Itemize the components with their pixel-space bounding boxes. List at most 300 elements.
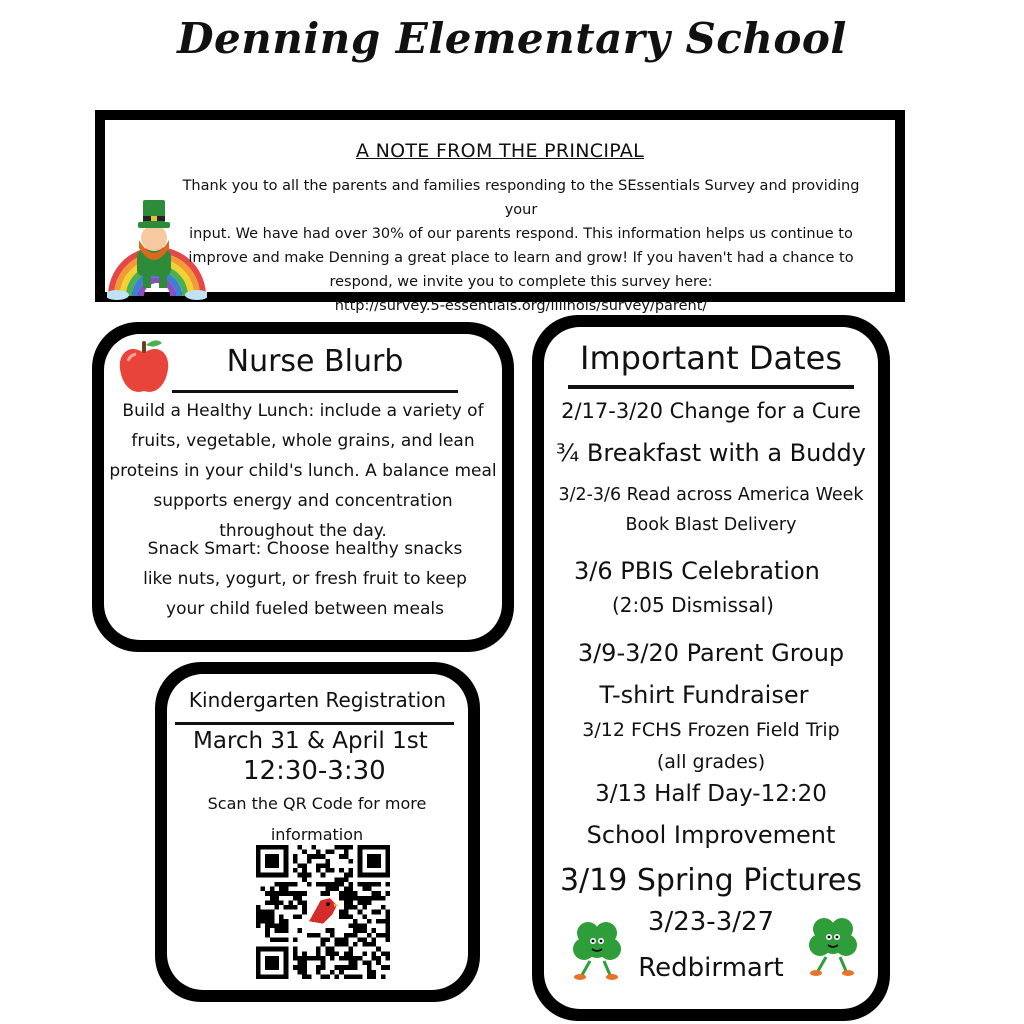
qr-module: [358, 896, 363, 901]
qr-module: [381, 965, 386, 970]
qr-module: [372, 910, 377, 915]
qr-module: [330, 933, 335, 938]
qr-module: [385, 965, 390, 970]
qr-module: [316, 863, 321, 868]
qr-module: [339, 937, 344, 942]
qr-module: [316, 956, 321, 961]
qr-module: [265, 910, 270, 915]
qr-module: [348, 891, 353, 896]
qr-module: [367, 974, 372, 979]
qr-module: [293, 882, 298, 887]
qr-module: [270, 873, 275, 878]
qr-module: [321, 882, 326, 887]
qr-module: [270, 924, 275, 929]
qr-module: [302, 951, 307, 956]
qr-module: [330, 947, 335, 952]
qr-module: [344, 937, 349, 942]
qr-module: [362, 882, 367, 887]
qr-module: [381, 974, 386, 979]
qr-module: [325, 937, 330, 942]
qr-module: [274, 882, 279, 887]
qr-module: [353, 891, 358, 896]
qr-module: [330, 951, 335, 956]
registration-dates: March 31 & April 1st: [193, 728, 428, 754]
qr-module: [279, 900, 284, 905]
qr-module: [358, 868, 363, 873]
important-dates-panel: [532, 315, 890, 1021]
qr-module: [274, 845, 279, 850]
qr-module: [265, 924, 270, 929]
qr-module: [302, 956, 307, 961]
qr-module: [335, 951, 340, 956]
qr-module: [385, 863, 390, 868]
qr-module: [302, 910, 307, 915]
qr-module: [358, 900, 363, 905]
qr-module: [261, 947, 266, 952]
qr-module: [339, 877, 344, 882]
qr-module: [348, 905, 353, 910]
qr-module: [307, 859, 312, 864]
qr-module: [302, 965, 307, 970]
qr-module: [381, 951, 386, 956]
kindergarten-title: Kindergarten Registration: [188, 688, 447, 712]
qr-module: [358, 910, 363, 915]
qr-module: [353, 905, 358, 910]
qr-module: [261, 914, 266, 919]
qr-module: [362, 961, 367, 966]
qr-module: [270, 900, 275, 905]
date-item: Book Blast Delivery: [625, 515, 797, 535]
qr-module: [256, 919, 261, 924]
qr-module: [372, 974, 377, 979]
qr-module: [339, 891, 344, 896]
nurse-blurb-title: Nurse Blurb: [226, 344, 404, 379]
qr-module: [265, 947, 270, 952]
qr-module: [311, 956, 316, 961]
qr-module: [353, 924, 358, 929]
qr-module: [265, 956, 270, 961]
qr-module: [284, 845, 289, 850]
qr-module: [325, 868, 330, 873]
qr-module: [298, 891, 303, 896]
qr-module: [325, 951, 330, 956]
qr-module: [261, 974, 266, 979]
qr-module: [335, 974, 340, 979]
qr-module: [385, 850, 390, 855]
qr-module: [279, 928, 284, 933]
qr-module: [367, 965, 372, 970]
qr-module: [284, 859, 289, 864]
qr-module: [284, 854, 289, 859]
qr-module: [302, 974, 307, 979]
qr-module: [302, 873, 307, 878]
qr-module: [293, 937, 298, 942]
qr-module: [261, 887, 266, 892]
qr-module: [376, 882, 381, 887]
qr-module: [381, 933, 386, 938]
qr-module: [270, 965, 275, 970]
qr-module: [367, 942, 372, 947]
qr-module: [385, 868, 390, 873]
qr-module: [348, 914, 353, 919]
date-item: 3/13 Half Day-12:20: [595, 781, 827, 807]
qr-module: [316, 850, 321, 855]
qr-module: [385, 937, 390, 942]
qr-module: [307, 933, 312, 938]
qr-module: [353, 974, 358, 979]
qr-module: [376, 956, 381, 961]
qr-module: [302, 900, 307, 905]
qr-module: [256, 970, 261, 975]
qr-module: [311, 845, 316, 850]
qr-module: [353, 956, 358, 961]
qr-module: [385, 891, 390, 896]
qr-module: [353, 965, 358, 970]
registration-time: 12:30-3:30: [243, 756, 386, 786]
shamrock-character-icon: [570, 917, 624, 983]
qr-module: [344, 974, 349, 979]
qr-module: [362, 937, 367, 942]
note-line: improve and make Denning a great place to learn and grow! If you haven't had a chance to: [188, 250, 854, 266]
qr-module: [298, 845, 303, 850]
qr-module: [293, 965, 298, 970]
qr-module: [293, 891, 298, 896]
qr-module: [321, 961, 326, 966]
qr-module: [279, 845, 284, 850]
qr-module: [344, 854, 349, 859]
qr-module: [367, 900, 372, 905]
qr-module: [274, 928, 279, 933]
date-item: (2:05 Dismissal): [612, 593, 774, 617]
qr-module: [348, 947, 353, 952]
qr-module: [367, 873, 372, 878]
qr-module: [348, 924, 353, 929]
qr-module: [372, 859, 377, 864]
qr-module: [362, 900, 367, 905]
qr-module: [367, 896, 372, 901]
date-item: T-shirt Fundraiser: [599, 681, 809, 709]
title-underline: [568, 385, 854, 389]
qr-module: [284, 863, 289, 868]
qr-module: [372, 928, 377, 933]
qr-module: [325, 863, 330, 868]
survey-link[interactable]: http://survey.5-essentials.org/illinois/survey/parent/: [334, 298, 708, 314]
qr-module: [362, 928, 367, 933]
qr-module: [279, 887, 284, 892]
qr-module: [353, 961, 358, 966]
qr-module: [330, 887, 335, 892]
qr-module: [376, 947, 381, 952]
qr-module: [256, 951, 261, 956]
qr-module: [307, 873, 312, 878]
qr-module: [274, 873, 279, 878]
nurse-blurb-panel: [92, 322, 514, 652]
qr-module: [376, 859, 381, 864]
qr-module: [321, 891, 326, 896]
qr-module: [270, 914, 275, 919]
qr-module: [274, 937, 279, 942]
qr-module: [298, 863, 303, 868]
qr-module: [372, 863, 377, 868]
qr-module: [376, 961, 381, 966]
qr-module: [348, 868, 353, 873]
qr-module: [372, 942, 377, 947]
qr-module: [270, 974, 275, 979]
qr-module: [274, 961, 279, 966]
qr-module: [344, 910, 349, 915]
qr-module: [348, 882, 353, 887]
qr-module: [274, 974, 279, 979]
qr-module: [256, 965, 261, 970]
date-item: (all grades): [656, 751, 766, 773]
qr-module: [348, 896, 353, 901]
qr-module: [358, 924, 363, 929]
qr-module: [385, 933, 390, 938]
qr-module: [265, 863, 270, 868]
qr-module: [348, 933, 353, 938]
important-dates-title: Important Dates: [580, 339, 842, 377]
qr-module: [302, 961, 307, 966]
qr-module: [279, 947, 284, 952]
qr-module: [288, 905, 293, 910]
principal-note-heading: A NOTE FROM THE PRINCIPAL: [356, 140, 644, 162]
qr-module: [279, 891, 284, 896]
qr-module: [344, 873, 349, 878]
qr-module: [284, 868, 289, 873]
qr-module: [284, 965, 289, 970]
qr-module: [284, 970, 289, 975]
qr-module: [372, 970, 377, 975]
qr-module: [362, 942, 367, 947]
qr-module: [372, 873, 377, 878]
qr-module: [261, 873, 266, 878]
qr-module: [376, 910, 381, 915]
qr-module: [385, 854, 390, 859]
qr-module: [385, 859, 390, 864]
qr-module: [344, 887, 349, 892]
qr-module: [358, 845, 363, 850]
qr-module: [344, 965, 349, 970]
qr-module: [376, 896, 381, 901]
qr-module: [330, 928, 335, 933]
qr-module: [385, 914, 390, 919]
qr-module: [321, 937, 326, 942]
qr-module: [385, 928, 390, 933]
qr-module: [284, 974, 289, 979]
qr-module: [330, 970, 335, 975]
qr-module: [274, 854, 279, 859]
snack-smart-text: Snack Smart: Choose healthy snacks like nuts, yogurt, or fresh fruit to keep your child fueled between meals: [143, 539, 467, 619]
qr-module: [265, 859, 270, 864]
qr-module: [293, 914, 298, 919]
qr-module: [270, 887, 275, 892]
qr-module: [362, 845, 367, 850]
qr-module: [335, 887, 340, 892]
qr-module: [372, 896, 377, 901]
qr-module: [339, 910, 344, 915]
qr-module: [376, 863, 381, 868]
qr-module: [335, 937, 340, 942]
qr-module: [284, 887, 289, 892]
qr-module: [385, 882, 390, 887]
qr-module: [376, 891, 381, 896]
date-item: 3/6 PBIS Celebration: [574, 557, 820, 585]
qr-module: [284, 924, 289, 929]
note-line: input. We have had over 30% of our parents respond. This information helps us continue to: [189, 226, 853, 242]
qr-module: [358, 863, 363, 868]
healthy-lunch-text: Build a Healthy Lunch: include a variety of fruits, vegetable, whole grains, and lean proteins in your child's lunch. A balance meal supports energy and concentration throughout the day.: [109, 401, 497, 541]
qr-module: [344, 877, 349, 882]
qr-module: [293, 896, 298, 901]
qr-module: [311, 854, 316, 859]
qr-module: [270, 845, 275, 850]
qr-module: [321, 863, 326, 868]
qr-module: [325, 850, 330, 855]
qr-module: [270, 937, 275, 942]
qr-module: [284, 937, 289, 942]
qr-module: [284, 850, 289, 855]
qr-module: [335, 882, 340, 887]
qr-module: [274, 965, 279, 970]
qr-module: [344, 891, 349, 896]
qr-module: [270, 919, 275, 924]
qr-module: [372, 937, 377, 942]
qr-module: [376, 919, 381, 924]
qr-module: [325, 974, 330, 979]
qr-module: [274, 924, 279, 929]
qr-module: [335, 942, 340, 947]
qr-module: [256, 845, 261, 850]
qr-module: [353, 942, 358, 947]
qr-module: [358, 882, 363, 887]
qr-module: [270, 956, 275, 961]
qr-module: [344, 905, 349, 910]
qr-module: [298, 914, 303, 919]
qr-module: [325, 882, 330, 887]
qr-module: [385, 845, 390, 850]
qr-module: [279, 974, 284, 979]
qr-module: [284, 928, 289, 933]
qr-module: [298, 970, 303, 975]
qr-module: [362, 951, 367, 956]
qr-module: [302, 850, 307, 855]
qr-module: [293, 947, 298, 952]
qr-module: [321, 956, 326, 961]
qr-module: [353, 933, 358, 938]
qr-module: [279, 882, 284, 887]
qr-module: [358, 850, 363, 855]
qr-module: [270, 891, 275, 896]
qr-module: [367, 882, 372, 887]
qr-module: [381, 896, 386, 901]
qr-module: [288, 891, 293, 896]
qr-module: [325, 928, 330, 933]
qr-module: [256, 924, 261, 929]
qr-module: [256, 961, 261, 966]
date-item: 3/2-3/6 Read across America Week: [558, 485, 864, 505]
qr-module: [330, 850, 335, 855]
qr-module: [265, 974, 270, 979]
page-title: Denning Elementary School: [177, 14, 847, 63]
qr-module: [335, 877, 340, 882]
qr-module: [372, 882, 377, 887]
qr-module: [372, 891, 377, 896]
qr-module: [270, 896, 275, 901]
qr-module: [270, 854, 275, 859]
qr-module: [316, 933, 321, 938]
qr-module: [302, 970, 307, 975]
qr-module: [321, 873, 326, 878]
qr-module: [381, 919, 386, 924]
qr-module: [302, 905, 307, 910]
qr-module: [284, 951, 289, 956]
title-underline: [175, 722, 454, 725]
qr-module: [298, 956, 303, 961]
qr-module: [353, 928, 358, 933]
qr-code[interactable]: [256, 845, 390, 979]
qr-module: [261, 910, 266, 915]
date-item: 3/9-3/20 Parent Group: [577, 639, 845, 667]
qr-module: [376, 873, 381, 878]
date-item: Redbirmart: [638, 953, 784, 983]
date-item: 3/23-3/27: [647, 907, 775, 937]
qr-module: [316, 970, 321, 975]
qr-module: [265, 900, 270, 905]
title-underline: [172, 390, 458, 393]
qr-module: [307, 854, 312, 859]
qr-module: [256, 914, 261, 919]
qr-module: [344, 933, 349, 938]
principal-note-box: [95, 110, 905, 314]
qr-module: [298, 873, 303, 878]
qr-module: [256, 974, 261, 979]
qr-module: [358, 859, 363, 864]
qr-module: [279, 924, 284, 929]
qr-module: [284, 961, 289, 966]
qr-module: [353, 896, 358, 901]
qr-module: [274, 896, 279, 901]
qr-module: [335, 845, 340, 850]
qr-module: [385, 951, 390, 956]
qr-module: [274, 947, 279, 952]
qr-module: [367, 970, 372, 975]
qr-module: [348, 900, 353, 905]
qr-module: [279, 914, 284, 919]
qr-module: [284, 947, 289, 952]
qr-module: [325, 891, 330, 896]
shamrock-character-icon: [806, 913, 860, 979]
qr-module: [316, 947, 321, 952]
qr-module: [376, 933, 381, 938]
qr-module: [293, 951, 298, 956]
qr-module: [367, 961, 372, 966]
qr-module: [348, 956, 353, 961]
qr-module: [376, 845, 381, 850]
qr-module: [367, 933, 372, 938]
qr-module: [316, 882, 321, 887]
qr-module: [316, 854, 321, 859]
qr-module: [325, 947, 330, 952]
qr-module: [307, 956, 312, 961]
qr-module: [279, 873, 284, 878]
date-item: 2/17-3/20 Change for a Cure: [561, 399, 861, 423]
qr-module: [293, 868, 298, 873]
qr-module: [344, 896, 349, 901]
qr-module: [348, 951, 353, 956]
qr-module: [265, 914, 270, 919]
qr-module: [274, 956, 279, 961]
date-item: ¾ Breakfast with a Buddy: [556, 439, 866, 467]
